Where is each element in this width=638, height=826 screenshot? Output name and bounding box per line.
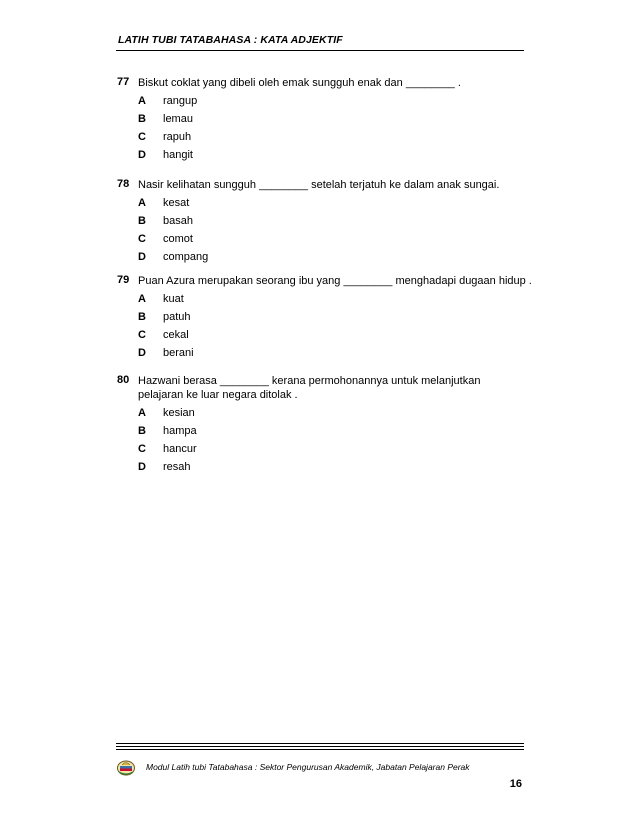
question-text: Puan Azura merupakan seorang ibu yang ________ menghadapi dugaan hidup . — [138, 275, 532, 287]
option-letter: D — [138, 251, 146, 263]
option-b — [117, 424, 528, 438]
header-divider — [116, 50, 524, 51]
state-crest-icon — [116, 757, 136, 777]
option-text: hancur — [163, 443, 197, 455]
option-d — [117, 148, 528, 162]
option-letter: C — [138, 233, 146, 245]
option-text: patuh — [163, 311, 191, 323]
option-d — [117, 460, 528, 474]
footer-text: Modul Latih tubi Tatabahasa : Sektor Pengurusan Akademik, Jabatan Pelajaran Perak — [146, 762, 470, 772]
option-letter: A — [138, 293, 146, 305]
option-b — [117, 112, 528, 126]
option-text: rapuh — [163, 131, 192, 143]
option-letter: C — [138, 443, 146, 455]
option-c — [117, 328, 538, 342]
question-text: Nasir kelihatan sungguh ________ setelah terjatuh ke dalam anak sungai. — [138, 179, 500, 191]
option-d — [117, 250, 528, 264]
question-77 — [117, 76, 528, 162]
option-text: hampa — [163, 425, 197, 437]
option-text: berani — [163, 347, 194, 359]
question-80 — [117, 374, 528, 474]
question-79 — [117, 274, 538, 360]
question-number: 79 — [117, 274, 130, 286]
question-number: 80 — [117, 374, 130, 386]
footer-divider — [116, 743, 524, 750]
option-letter: D — [138, 149, 146, 161]
option-a — [117, 292, 538, 306]
option-letter: B — [138, 215, 146, 227]
option-text: hangit — [163, 149, 193, 161]
option-text: cekal — [163, 329, 189, 341]
option-text: lemau — [163, 113, 193, 125]
option-letter: B — [138, 425, 146, 437]
option-letter: B — [138, 113, 146, 125]
page-number: 16 — [509, 778, 522, 790]
option-b — [117, 310, 538, 324]
option-a — [117, 94, 528, 108]
option-d — [117, 346, 538, 360]
option-c — [117, 130, 528, 144]
option-text: basah — [163, 215, 193, 227]
question-number: 77 — [117, 76, 130, 88]
page-header-title: LATIH TUBI TATABAHASA : KATA ADJEKTIF — [118, 34, 343, 46]
option-letter: A — [138, 95, 146, 107]
option-letter: B — [138, 311, 146, 323]
option-letter: A — [138, 197, 146, 209]
option-text: kesian — [163, 407, 195, 419]
option-c — [117, 442, 528, 456]
option-a — [117, 196, 528, 210]
option-text: kesat — [163, 197, 190, 209]
option-text: comot — [163, 233, 193, 245]
option-c — [117, 232, 528, 246]
question-text: Biskut coklat yang dibeli oleh emak sungguh enak dan ________ . — [138, 77, 461, 89]
question-78 — [117, 178, 528, 264]
option-letter: D — [138, 461, 146, 473]
option-text: compang — [163, 251, 209, 263]
option-text: kuat — [163, 293, 184, 305]
option-letter: C — [138, 131, 146, 143]
option-a — [117, 406, 528, 420]
option-b — [117, 214, 528, 228]
option-text: resah — [163, 461, 191, 473]
option-letter: D — [138, 347, 146, 359]
option-letter: A — [138, 407, 146, 419]
option-letter: C — [138, 329, 146, 341]
option-text: rangup — [163, 95, 198, 107]
question-text: Hazwani berasa ________ kerana permohonannya untuk melanjutkan pelajaran ke luar negara ditolak . — [138, 375, 481, 401]
question-number: 78 — [117, 178, 130, 190]
